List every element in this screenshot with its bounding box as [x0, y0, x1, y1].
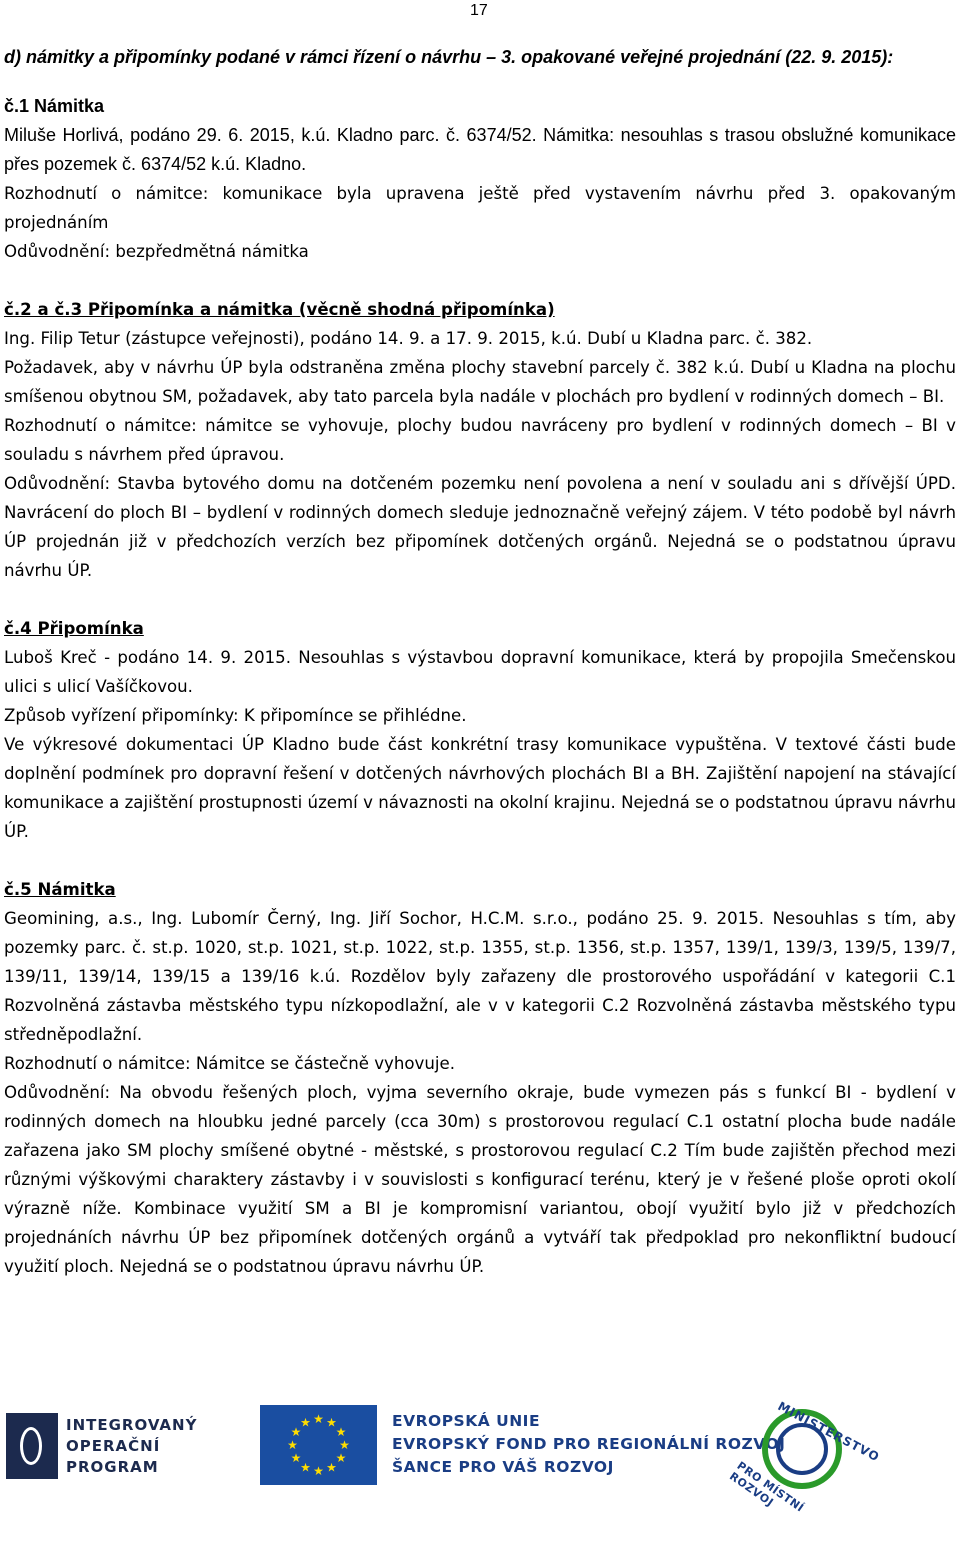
- item-paragraph: Rozhodnutí o námitce: námitce se vyhovuje, plochy budou navráceny pro bydlení v rodinných domech – BI v souladu s návrhem před úpravou.: [4, 416, 956, 464]
- mmr-logo: [727, 1399, 883, 1515]
- item-paragraph: Způsob vyřízení připomínky: K připomínce se přihlédne.: [4, 706, 467, 725]
- item-1: [4, 92, 956, 266]
- eu-flag-icon: [260, 1405, 377, 1485]
- item-paragraph: Odůvodnění: Stavba bytového domu na dotčeném pozemku není povolena a není v souladu ani s dřívější ÚPD. Navrácení do ploch BI – bydlení v rodinných domech sleduje jednoznačně veřejný zájem. V této podobě byl návrh ÚP projednán již v předchozích verzích bez připomínek dotčených orgánů. Nejedná se o podstatnou úpravu návrhu ÚP.: [4, 474, 956, 580]
- item-paragraph: Ing. Filip Tetur (zástupce veřejnosti), podáno 14. 9. a 17. 9. 2015, k.ú. Dubí u Kladna parc. č. 382.: [4, 329, 813, 348]
- footer-logos: [0, 1395, 960, 1515]
- iop-mark-icon: [6, 1413, 58, 1479]
- item-paragraph: Odůvodnění: Na obvodu řešených ploch, vyjma severního okraje, bude vymezen pás s funkcí BI - bydlení v rodinných domech na hloubku jedné parcely (cca 30m) s prostorovou regulací C.1 ostatní plocha bude nadále zařazena jako SM plochy smíšené obytné - městské, s prostorovou regulací C.2 Tím bude zajištěn přechod mezi různými výškovými charaktery zástavby i v souvislosti s konfigurací terénu, který je v řešené ploše oproti okolí výrazně níže. Kombinace využití SM a BI je kompromisní variantou, obojí využití bylo již v předchozích projednáních návrhu ÚP bez připomínek dotčených orgánů a vytváří tak předpoklad pro nekonfliktní budoucí využití ploch. Nejedná se o podstatnou úpravu návrhu ÚP.: [4, 1083, 956, 1276]
- item-title: č.5 Námitka: [4, 880, 116, 899]
- eu-text-line: EVROPSKÁ UNIE: [392, 1412, 541, 1430]
- eu-star-icon: ★: [339, 1438, 350, 1452]
- eu-star-icon: ★: [326, 1460, 337, 1475]
- eu-text-line: EVROPSKÝ FOND PRO REGIONÁLNÍ ROZVOJ: [392, 1435, 786, 1453]
- eu-star-icon: ★: [290, 1425, 302, 1439]
- eu-star-icon: ★: [300, 1415, 311, 1430]
- mmr-logo-line: PRO MÍSTNÍ ROZVOJ: [727, 1459, 807, 1515]
- item-paragraph: Odůvodnění: bezpředmětná námitka: [4, 242, 309, 261]
- item-title: č.2 a č.3 Připomínka a námitka (věcně shodná připomínka): [4, 300, 555, 319]
- eu-star-icon: ★: [300, 1460, 311, 1475]
- iop-logo-line: PROGRAM: [66, 1458, 159, 1476]
- item-paragraph: Rozhodnutí o námitce: komunikace byla upravena ještě před vystavením návrhu před 3. opakovaným projednáním: [4, 184, 956, 232]
- iop-logo-line: INTEGROVANÝ: [66, 1416, 198, 1434]
- iop-logo-line: OPERAČNÍ: [66, 1437, 161, 1455]
- eu-star-icon: ★: [313, 1464, 324, 1478]
- item-paragraph: Luboš Kreč - podáno 14. 9. 2015. Nesouhlas s výstavbou dopravní komunikace, která by propojila Smečenskou ulici s ulicí Vašíčkovou.: [4, 648, 956, 696]
- document-body: [4, 44, 956, 1281]
- eu-text-line: ŠANCE PRO VÁŠ ROZVOJ: [392, 1458, 614, 1476]
- eu-star-icon: ★: [290, 1451, 302, 1465]
- item-title: č.4 Připomínka: [4, 619, 144, 638]
- item-paragraph: Požadavek, aby v návrhu ÚP byla odstraněna změna plochy stavební parcely č. 382 k.ú. Dubí u Kladna na plochu smíšenou obytnou SM, požadavek, aby tato parcela byla nadále v plochách pro bydlení v rodinných domech – BI.: [4, 358, 956, 406]
- eu-star-icon: ★: [335, 1451, 347, 1465]
- item-4: [4, 614, 956, 846]
- page-number: 17: [470, 2, 488, 19]
- item-5: [4, 875, 956, 1281]
- mmr-logo-line: MINISTERSTVO: [775, 1399, 883, 1465]
- item-paragraph: Geomining, a.s., Ing. Lubomír Černý, Ing. Jiří Sochor, H.C.M. s.r.o., podáno 25. 9. 2015. Nesouhlas s tím, aby pozemky parc. č. st.p. 1020, st.p. 1021, st.p. 1022, st.p. 1355, st.p. 1356, st.p. 1357, 139/1, 139/3, 139/5, 139/7, 139/11, 139/14, 139/15 a 139/16 k.ú. Rozdělov byly zařazeny dle prostorového uspořádání v kategorii C.1 Rozvolněná zástavba městského typu nízkopodlažní, ale v v kategorii C.2 Rozvolněná zástavba městského typu středněpodlažní.: [4, 909, 956, 1044]
- eu-star-icon: ★: [313, 1412, 324, 1426]
- item-2-3: [4, 295, 956, 585]
- item-paragraph: Rozhodnutí o námitce: Námitce se částečně vyhovuje.: [4, 1054, 455, 1073]
- item-paragraph: Miluše Horlivá, podáno 29. 6. 2015, k.ú. Kladno parc. č. 6374/52. Námitka: nesouhlas s trasou obslužné komunikace přes pozemek č. 6374/52 k.ú. Kladno.: [4, 125, 956, 174]
- eu-text: [392, 1410, 785, 1479]
- eu-star-icon: ★: [326, 1415, 337, 1430]
- item-title: č.1 Námitka: [4, 96, 105, 116]
- item-paragraph: Ve výkresové dokumentaci ÚP Kladno bude část konkrétní trasy komunikace vypuštěna. V textové části bude doplnění podmínek pro dopravní řešení v dotčených návrhových plochách BI a BH. Zajištění napojení na stávající komunikace a zajištění prostupnosti území v návaznosti na okolní krajinu. Nejedná se o podstatnou úpravu návrhu ÚP.: [4, 735, 956, 841]
- eu-star-icon: ★: [287, 1438, 298, 1452]
- section-heading: d) námitky a připomínky podané v rámci řízení o návrhu – 3. opakované veřejné projednání (22. 9. 2015):: [4, 47, 894, 67]
- iop-logo: [6, 1403, 198, 1489]
- eu-star-icon: ★: [335, 1425, 347, 1439]
